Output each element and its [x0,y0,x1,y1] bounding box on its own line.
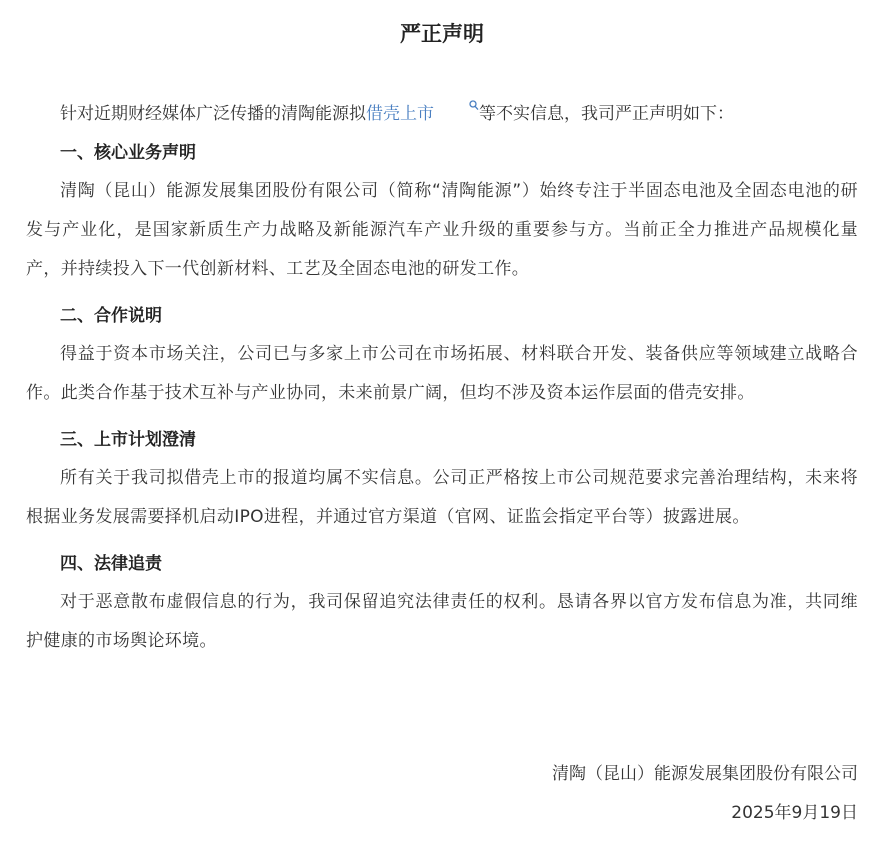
section-heading-cooperation: 二、合作说明 [60,306,162,326]
signature-company: 清陶（昆山）能源发展集团股份有限公司 [552,764,858,784]
signature-block [552,762,858,825]
section-body-legal: 对于恶意散布虚假信息的行为，我司保留追究法律责任的权利。恳请各界以官方发布信息为准，共同维护健康的市场舆论环境。 [26,592,858,651]
intro-text-before: 针对近期财经媒体广泛传播的清陶能源拟 [60,104,366,124]
intro-paragraph [26,97,858,126]
section-body-cooperation: 得益于资本市场关注，公司已与多家上市公司在市场拓展、材料联合开发、装备供应等领域建立战略合作。此类合作基于技术互补与产业协同，未来前景广阔，但均不涉及资本运作层面的借壳安排。 [26,344,858,403]
backdoor-listing-link[interactable]: 借壳上市 [366,104,434,124]
section-heading-core-business: 一、核心业务声明 [60,143,196,163]
section-body-listing-plan: 所有关于我司拟借壳上市的报道均属不实信息。公司正严格按上市公司规范要求完善治理结构，未来将根据业务发展需要择机启动IPO进程，并通过官方渠道（官网、证监会指定平台等）披露进展。 [26,468,858,527]
section-heading-legal: 四、法律追责 [60,554,162,574]
search-icon[interactable] [435,97,479,121]
section-heading-listing-plan: 三、上市计划澄清 [60,430,196,450]
section-body-core-business: 清陶（昆山）能源发展集团股份有限公司（简称“清陶能源”）始终专注于半固态电池及全固态电池的研发与产业化，是国家新质生产力战略及新能源汽车产业升级的重要参与方。当前正全力推进产品规模化量产，并持续投入下一代创新材料、工艺及全固态电池的研发工作。 [26,181,858,279]
signature-date: 2025年9月19日 [731,803,858,823]
page-title: 严正声明 [400,22,484,46]
intro-text-after: 等不实信息，我司严正声明如下： [479,104,734,124]
